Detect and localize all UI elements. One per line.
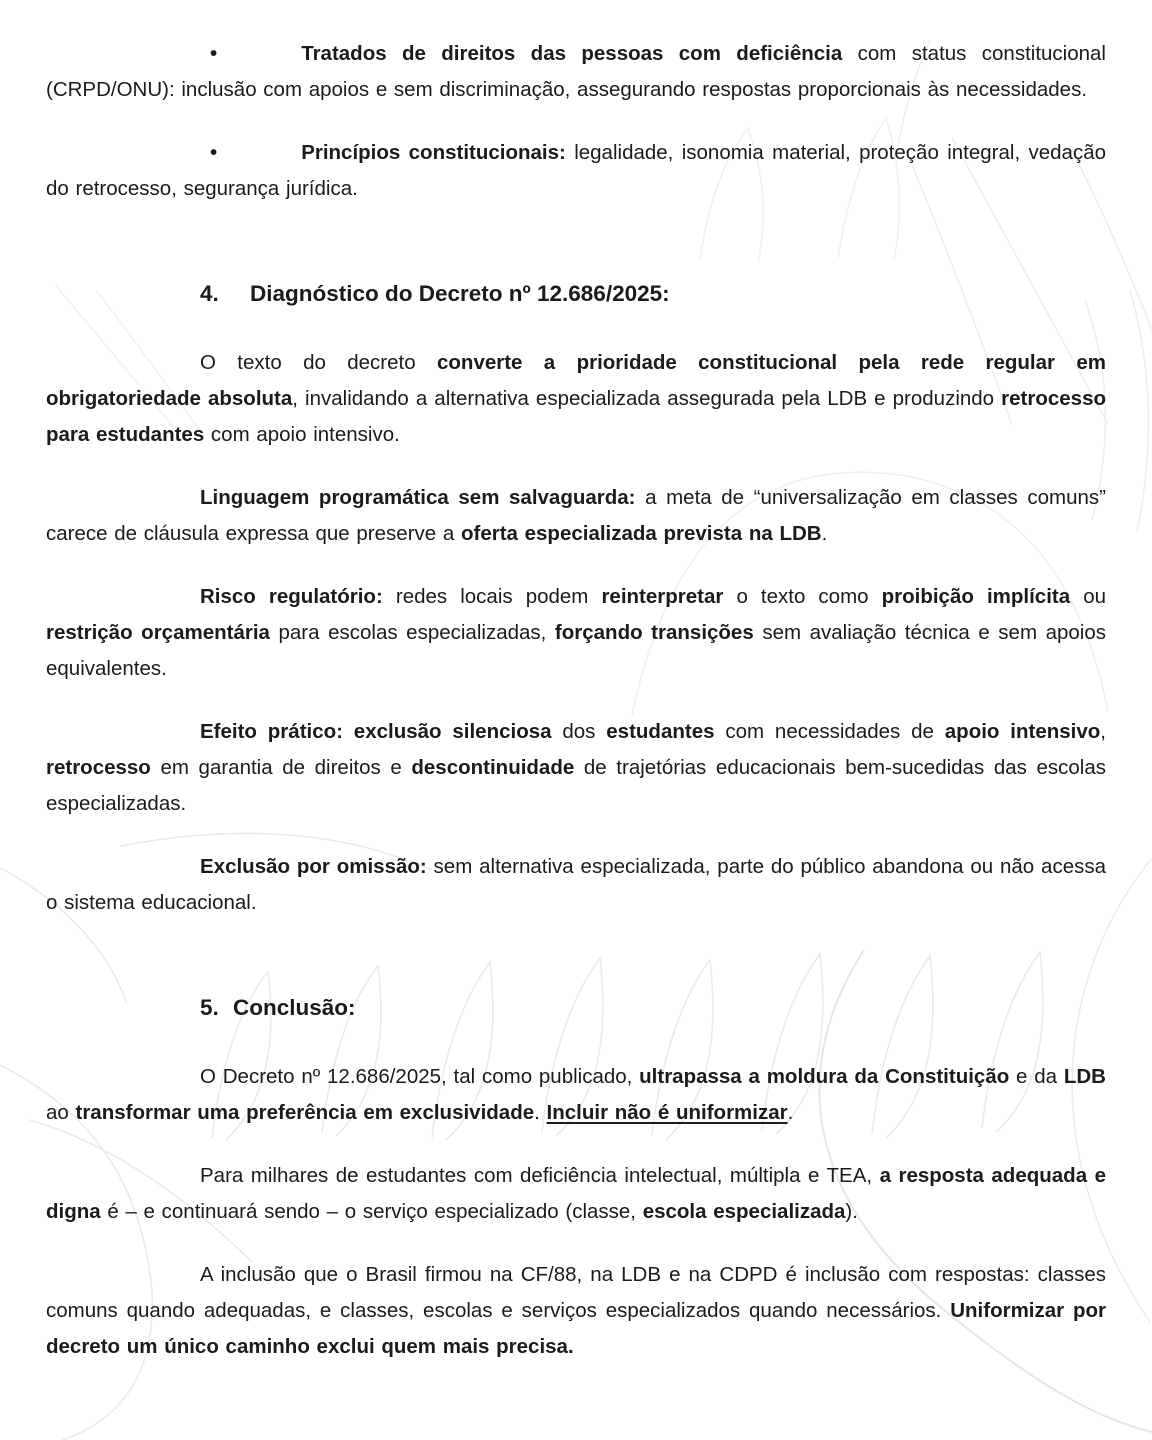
text-run: de trajetórias educacionais bem-sucedidas das escolas especializadas. xyxy=(46,756,1106,815)
text-run: ao xyxy=(46,1101,76,1124)
text-run: em garantia de direitos e xyxy=(150,756,412,779)
text-run: com apoio intensivo. xyxy=(204,423,400,446)
text-run: com necessidades de xyxy=(714,720,945,743)
text-run: redes locais podem xyxy=(382,585,602,608)
text-run: Risco regulatório: xyxy=(200,585,383,608)
text-run: LDB xyxy=(1063,1065,1106,1088)
text-run: restrição orçamentária xyxy=(46,621,270,644)
text-run: Princípios constitucionais: xyxy=(301,141,566,164)
text-run: transformar uma preferência em exclusividade xyxy=(75,1101,535,1124)
text-run: forçando transições xyxy=(554,621,754,644)
text-run: descontinuidade xyxy=(411,756,575,779)
text-run: . xyxy=(821,522,828,545)
text-run: ). xyxy=(845,1200,858,1223)
paragraph xyxy=(46,1158,1106,1230)
text-run: dos xyxy=(551,720,607,743)
paragraph xyxy=(46,1257,1106,1365)
heading-number: 5. xyxy=(200,995,219,1020)
paragraph xyxy=(46,1059,1106,1131)
text-run: Exclusão por omissão: xyxy=(200,855,427,878)
paragraph xyxy=(46,480,1106,552)
text-run: O Decreto nº 12.686/2025, tal como publicado, xyxy=(200,1065,640,1088)
text-run: , xyxy=(1100,720,1106,743)
text-run: Tratados de direitos das pessoas com deficiência xyxy=(301,42,843,65)
text-run: o texto como xyxy=(723,585,882,608)
text-run: . xyxy=(787,1101,794,1124)
text-run: legalidade, isonomia material, proteção integral, vedação do retrocesso, segurança jurídica. xyxy=(46,141,1106,200)
text-run: ou xyxy=(1070,585,1106,608)
section-heading-5 xyxy=(46,990,1106,1026)
text-run: , invalidando a alternativa especializada assegurada pela LDB e produzindo xyxy=(292,387,1002,410)
text-run: com status constitucional (CRPD/ONU): inclusão com apoios e sem discriminação, assegurando respostas proporcionais às necessidades. xyxy=(46,42,1106,101)
paragraph xyxy=(46,579,1106,687)
text-run: proibição implícita xyxy=(881,585,1071,608)
text-run: O texto do decreto xyxy=(200,351,437,374)
bullet-marker-icon: • xyxy=(210,141,218,164)
bullet-item xyxy=(46,36,1106,108)
text-run: é – e continuará sendo – o serviço especializado (classe, xyxy=(100,1200,643,1223)
paragraph xyxy=(46,714,1106,822)
text-run: reinterpretar xyxy=(601,585,724,608)
text-run: oferta especializada prevista na LDB xyxy=(460,522,822,545)
paragraph xyxy=(46,345,1106,453)
bullet-marker-icon: • xyxy=(210,42,218,65)
bullet-item xyxy=(46,135,1106,207)
heading-number: 4. xyxy=(200,281,219,306)
text-run: . xyxy=(534,1101,547,1124)
text-run: para escolas especializadas, xyxy=(269,621,555,644)
text-run: retrocesso xyxy=(46,756,151,779)
paragraph xyxy=(46,849,1106,921)
text-run: e da xyxy=(1009,1065,1064,1088)
text-run: escola especializada xyxy=(642,1200,846,1223)
text-run: converte a prioridade constitucional pela rede regular em obrigatoriedade absoluta xyxy=(46,351,1106,410)
heading-title: Conclusão: xyxy=(233,995,356,1020)
text-run: retrocesso para estudantes xyxy=(46,387,1106,446)
text-run: A inclusão que o Brasil firmou na CF/88, na LDB e na CDPD é inclusão com respostas: classes comuns quando adequadas, e classes, escolas e serviços especializados quando necessários. xyxy=(46,1263,1106,1322)
text-run: Incluir não é uniformizar xyxy=(546,1101,788,1124)
heading-title: Diagnóstico do Decreto nº 12.686/2025: xyxy=(250,281,670,306)
text-run: sem avaliação técnica e sem apoios equivalentes. xyxy=(46,621,1106,680)
text-run: a meta de “universalização em classes comuns” carece de cláusula expressa que preserve a xyxy=(46,486,1106,545)
text-run: sem alternativa especializada, parte do público abandona ou não acessa o sistema educacional. xyxy=(46,855,1106,914)
section-heading-4 xyxy=(46,276,1106,312)
text-run: apoio intensivo xyxy=(944,720,1101,743)
text-run: estudantes xyxy=(606,720,715,743)
text-run: Para milhares de estudantes com deficiência intelectual, múltipla e TEA, xyxy=(200,1164,880,1187)
text-run: Efeito prático: exclusão silenciosa xyxy=(200,720,552,743)
text-run: ultrapassa a moldura da Constituição xyxy=(639,1065,1010,1088)
text-run: Uniformizar por decreto um único caminho exclui quem mais precisa. xyxy=(46,1299,1106,1358)
text-run: Linguagem programática sem salvaguarda: xyxy=(200,486,636,509)
text-run: a resposta adequada e digna xyxy=(46,1164,1106,1223)
